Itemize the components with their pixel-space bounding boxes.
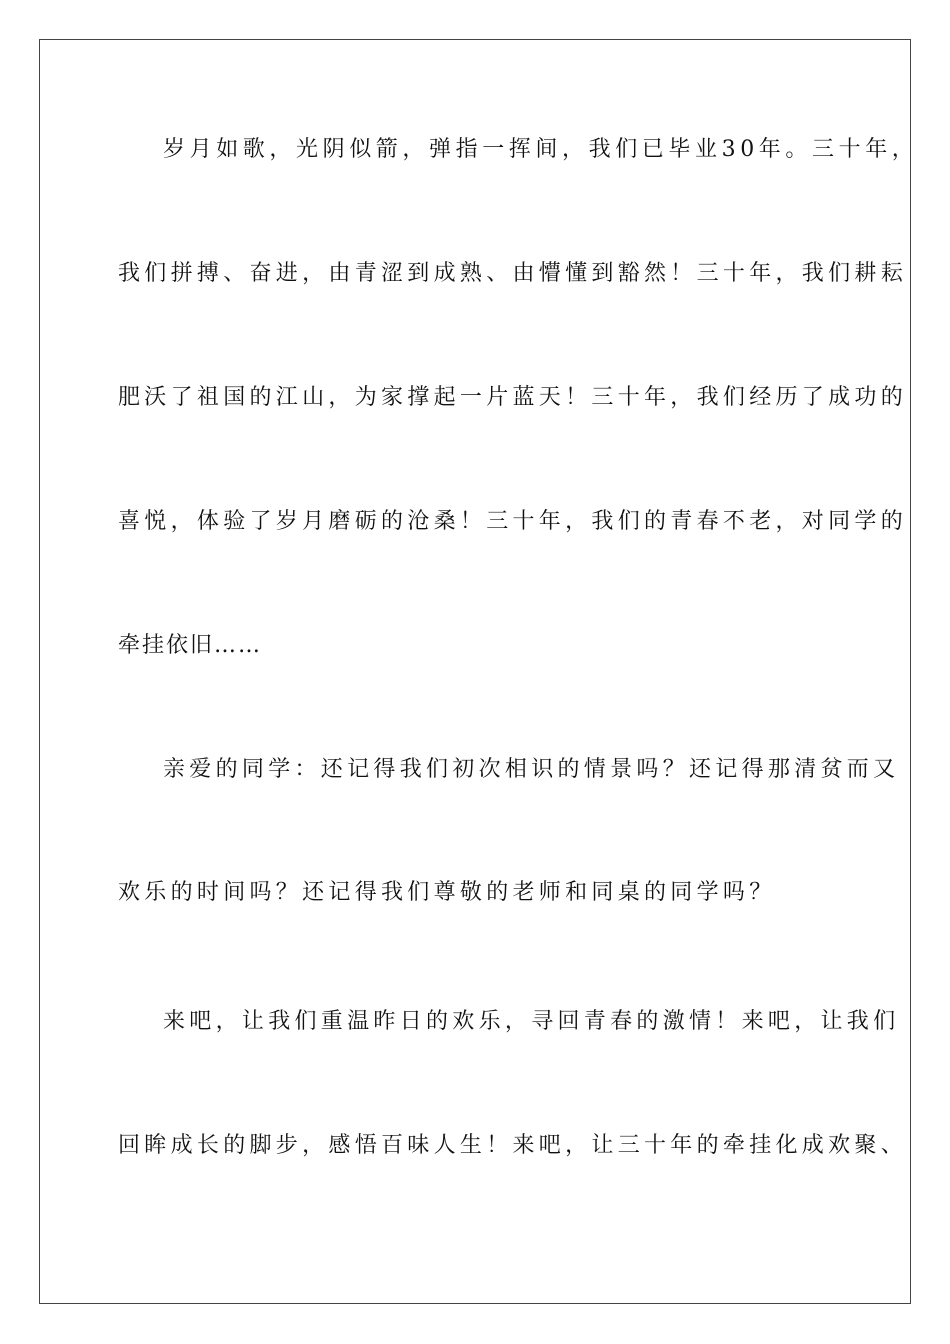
text-line: 喜悦，体验了岁月磨砺的沧桑！三十年，我们的青春不老，对同学的 (118, 509, 908, 534)
text-line: 肥沃了祖国的江山，为家撑起一片蓝天！三十年，我们经历了成功的 (118, 385, 908, 410)
text-line: 岁月如歌，光阴似箭，弹指一挥间，我们已毕业30年。三十年， (163, 137, 919, 162)
text-line: 亲爱的同学：还记得我们初次相识的情景吗？还记得那清贫而又 (163, 757, 900, 782)
text-line: 牵挂依旧…… (118, 633, 263, 658)
text-line: 来吧，让我们重温昨日的欢乐，寻回青春的激情！来吧，让我们 (163, 1009, 900, 1034)
text-line: 我们拼搏、奋进，由青涩到成熟、由懵懂到豁然！三十年，我们耕耘 (118, 261, 908, 286)
text-line: 回眸成长的脚步，感悟百味人生！来吧，让三十年的牵挂化成欢聚、 (118, 1133, 908, 1158)
text-line: 欢乐的时间吗？还记得我们尊敬的老师和同桌的同学吗？ (118, 880, 776, 905)
page-border (39, 39, 919, 1304)
